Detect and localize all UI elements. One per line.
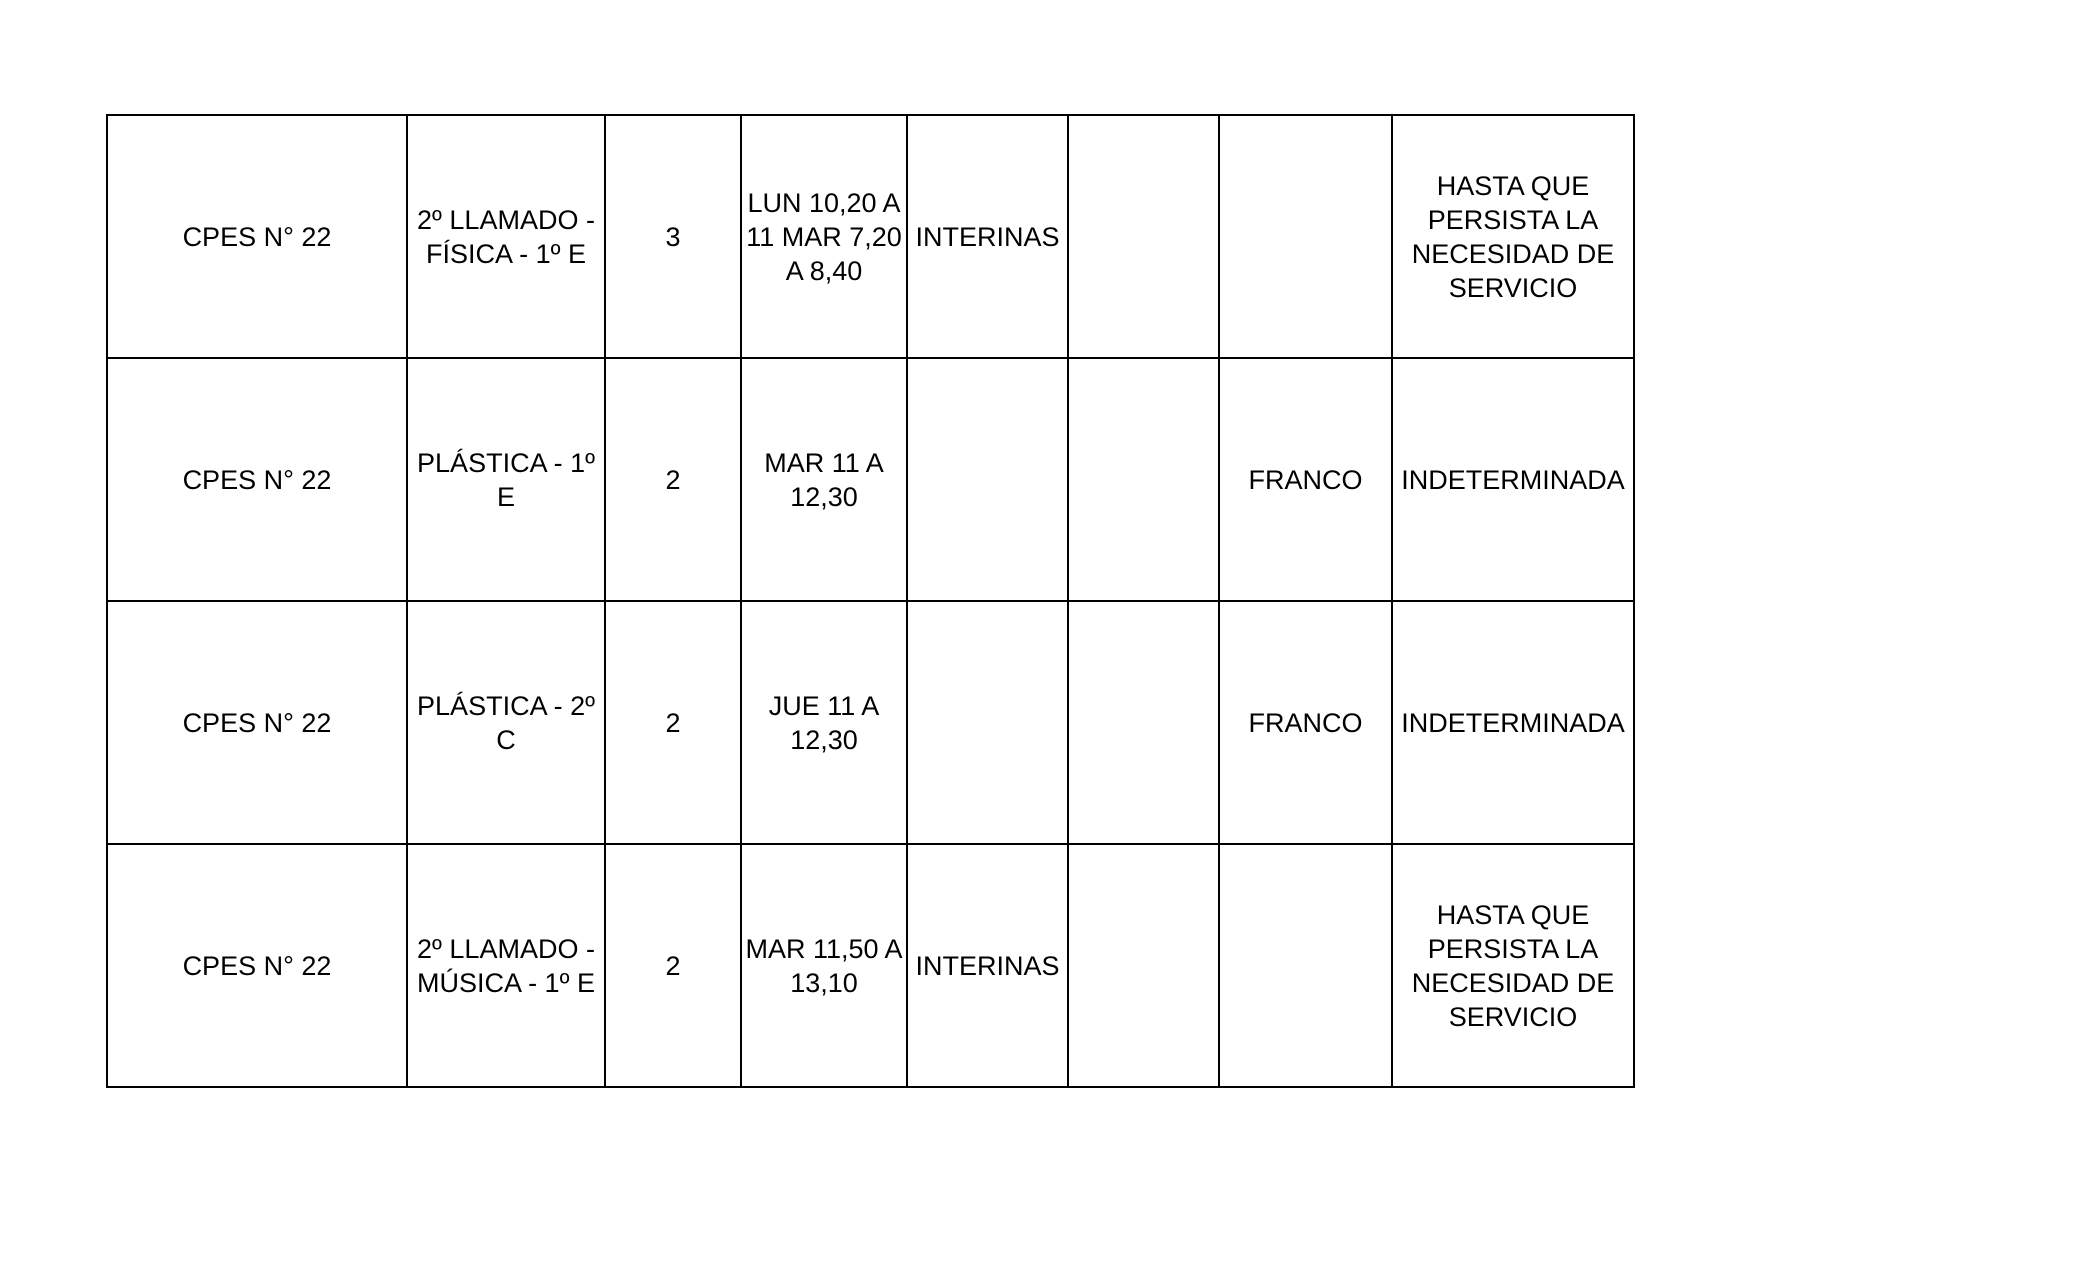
hours-cell: 2 bbox=[605, 844, 741, 1087]
reason-cell: FRANCO bbox=[1219, 601, 1392, 844]
subject-cell: 2º LLAMADO - FÍSICA - 1º E bbox=[407, 115, 605, 358]
empty-cell bbox=[1068, 115, 1219, 358]
hours-cell: 2 bbox=[605, 358, 741, 601]
subject-cell: PLÁSTICA - 1º E bbox=[407, 358, 605, 601]
character-cell bbox=[907, 358, 1068, 601]
duration-cell: INDETERMINADA bbox=[1392, 601, 1634, 844]
table-row bbox=[107, 601, 1634, 844]
duration-cell: HASTA QUE PERSISTA LA NECESIDAD DE SERVICIO bbox=[1392, 115, 1634, 358]
schedule-cell: MAR 11,50 A 13,10 bbox=[741, 844, 907, 1087]
school-cell: CPES N° 22 bbox=[107, 115, 407, 358]
reason-cell: FRANCO bbox=[1219, 358, 1392, 601]
duration-cell: HASTA QUE PERSISTA LA NECESIDAD DE SERVICIO bbox=[1392, 844, 1634, 1087]
table-row bbox=[107, 358, 1634, 601]
school-cell: CPES N° 22 bbox=[107, 844, 407, 1087]
hours-cell: 2 bbox=[605, 601, 741, 844]
school-cell: CPES N° 22 bbox=[107, 358, 407, 601]
duration-cell: INDETERMINADA bbox=[1392, 358, 1634, 601]
empty-cell bbox=[1068, 601, 1219, 844]
schedule-cell: LUN 10,20 A 11 MAR 7,20 A 8,40 bbox=[741, 115, 907, 358]
school-cell: CPES N° 22 bbox=[107, 601, 407, 844]
schedule-cell: JUE 11 A 12,30 bbox=[741, 601, 907, 844]
table-row bbox=[107, 115, 1634, 358]
character-cell: INTERINAS bbox=[907, 115, 1068, 358]
table-row bbox=[107, 844, 1634, 1087]
hours-cell: 3 bbox=[605, 115, 741, 358]
reason-cell bbox=[1219, 844, 1392, 1087]
empty-cell bbox=[1068, 358, 1219, 601]
character-cell: INTERINAS bbox=[907, 844, 1068, 1087]
empty-cell bbox=[1068, 844, 1219, 1087]
subject-cell: PLÁSTICA - 2º C bbox=[407, 601, 605, 844]
subject-cell: 2º LLAMADO - MÚSICA - 1º E bbox=[407, 844, 605, 1087]
character-cell bbox=[907, 601, 1068, 844]
vacancies-table bbox=[106, 114, 1635, 1088]
reason-cell bbox=[1219, 115, 1392, 358]
schedule-cell: MAR 11 A 12,30 bbox=[741, 358, 907, 601]
